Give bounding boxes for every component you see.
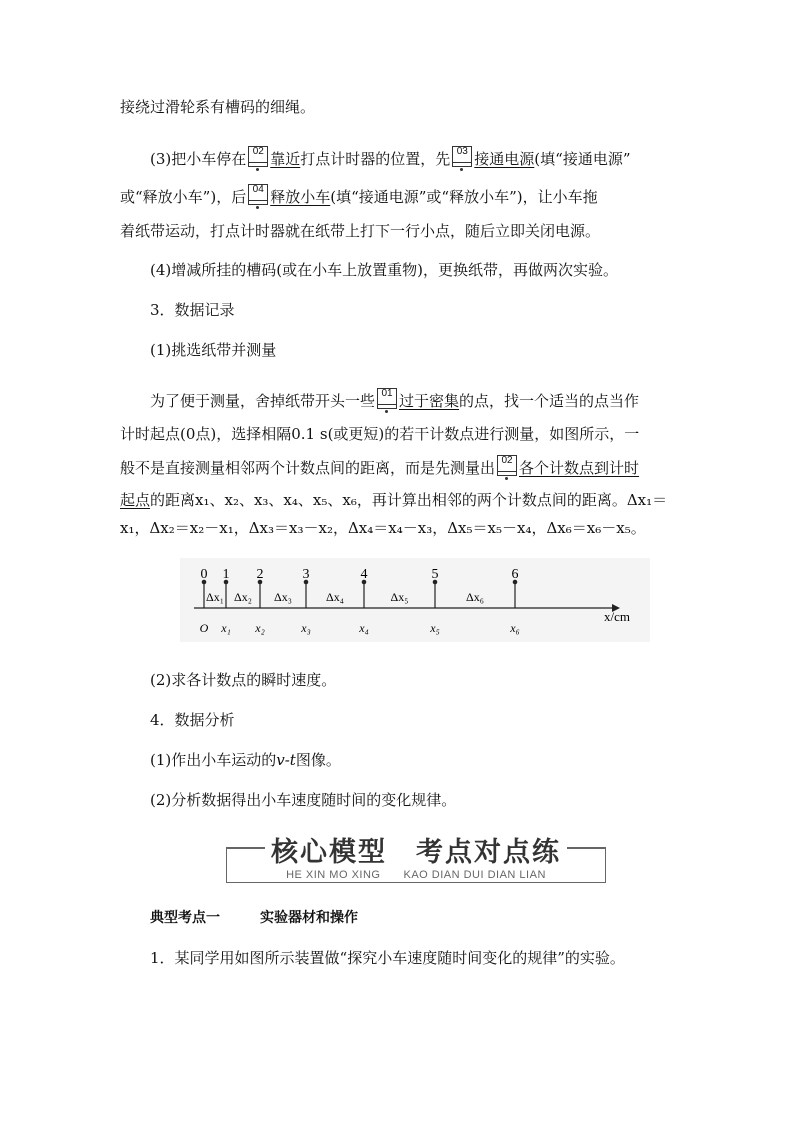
- position-label: x₃: [301, 621, 311, 635]
- text-italic: v-t: [276, 751, 296, 769]
- answer-tag: 02: [248, 146, 268, 167]
- text-line: [150, 388, 639, 411]
- answer-tag: 02: [497, 455, 517, 476]
- text-line: 着纸带运动，打点计时器就在纸带上打下一行小点，随后立即关闭电源。: [120, 222, 601, 240]
- point-label: 6: [511, 567, 519, 582]
- text-line: [120, 490, 667, 510]
- text-line: [120, 455, 639, 478]
- text-span: (填“接通电源”: [534, 150, 631, 168]
- text-line: 接绕过滑轮系有槽码的细绳。: [120, 98, 316, 116]
- delta-label: Δx₃: [274, 590, 292, 604]
- text-span: (1)作出小车运动的: [150, 751, 277, 769]
- text-line: [120, 184, 598, 207]
- text-line: 计时起点(0点)，选择相隔0.1 s(或更短)的若干计数点进行测量，如图所示，一: [120, 425, 640, 443]
- position-label: x₂: [255, 621, 265, 635]
- answer-tag: 03: [452, 146, 472, 167]
- text-line: (2)分析数据得出小车速度随时间的变化规律。: [150, 791, 457, 809]
- text-line: [150, 146, 631, 169]
- point-label: 5: [431, 567, 439, 582]
- position-label: x₁: [221, 621, 231, 635]
- text-span: 的点，找一个适当的点当作: [459, 392, 640, 410]
- point-label: 4: [360, 567, 368, 582]
- text-span: (填“接通电源”或“释放小车”)，让小车拖: [330, 188, 598, 206]
- delta-label: Δx₁: [206, 590, 224, 604]
- point-label: 1: [222, 567, 230, 582]
- text-span: 为了便于测量，舍掉纸带开头一些: [150, 392, 376, 410]
- answer-tag: 04: [248, 184, 268, 205]
- text-line: (4)增减所挂的槽码(或在小车上放置重物)，更换纸带，再做两次实验。: [150, 261, 618, 279]
- delta-label: Δx₂: [234, 590, 252, 604]
- exam-point-heading: [150, 907, 358, 927]
- position-label: x₆: [510, 621, 520, 635]
- point-label: 3: [302, 567, 310, 582]
- question-text: 1．某同学用如图所示装置做“探究小车速度随时间变化的规律”的实验。: [150, 949, 625, 967]
- banner-title: 核心模型 考点对点练: [226, 830, 606, 869]
- delta-label: Δx₅: [390, 590, 409, 604]
- text-line: [150, 750, 341, 770]
- text-line: (1)挑选纸带并测量: [150, 341, 277, 359]
- point-label: 2: [256, 567, 264, 582]
- answer-underline: 过于密集: [399, 392, 460, 410]
- answer-underline: 释放小车: [270, 188, 331, 206]
- text-span: (3)把小车停在: [150, 150, 247, 168]
- text-span: 打点计时器的位置，先: [300, 150, 451, 168]
- position-label: x₅: [430, 621, 440, 635]
- tape-diagram: [180, 558, 650, 642]
- text-span: 的距离x₁、x₂、x₃、x₄、x₅、x₆，再计算出相邻的两个计数点间的距离。Δx₁＝: [150, 491, 668, 509]
- point-label: 0: [200, 567, 208, 582]
- section-heading: 3．数据记录: [150, 301, 235, 319]
- text-span: 或“释放小车”)，后: [120, 188, 247, 206]
- text-line: x₁，Δx₂＝x₂－x₁，Δx₃＝x₃－x₂，Δx₄＝x₄－x₃，Δx₅＝x₅－x₄，Δx₆＝x₆－x₅。: [120, 519, 646, 537]
- answer-tag: 01: [377, 388, 397, 409]
- delta-label: Δx₆: [466, 590, 484, 604]
- exam-point-label: 典型考点一: [150, 910, 220, 926]
- axis-label: x/cm: [604, 609, 630, 624]
- banner-subtitle: HE XIN MO XING KAO DIAN DUI DIAN LIAN: [286, 869, 546, 881]
- chapter-banner: [226, 830, 606, 882]
- position-label: x₄: [359, 621, 369, 635]
- position-label: O: [199, 621, 209, 635]
- text-span: 般不是直接测量相邻两个计数点间的距离，而是先测量出: [120, 459, 496, 477]
- answer-underline: 起点: [120, 491, 151, 509]
- answer-underline: 各个计数点到计时: [519, 459, 640, 477]
- exam-point-title: 实验器材和操作: [260, 910, 358, 926]
- text-line: (2)求各计数点的瞬时速度。: [150, 671, 337, 689]
- section-heading: 4．数据分析: [150, 711, 235, 729]
- answer-underline: 接通电源: [474, 150, 535, 168]
- delta-label: Δx₄: [326, 590, 344, 604]
- text-span: 图像。: [295, 751, 341, 769]
- answer-underline: 靠近: [270, 150, 301, 168]
